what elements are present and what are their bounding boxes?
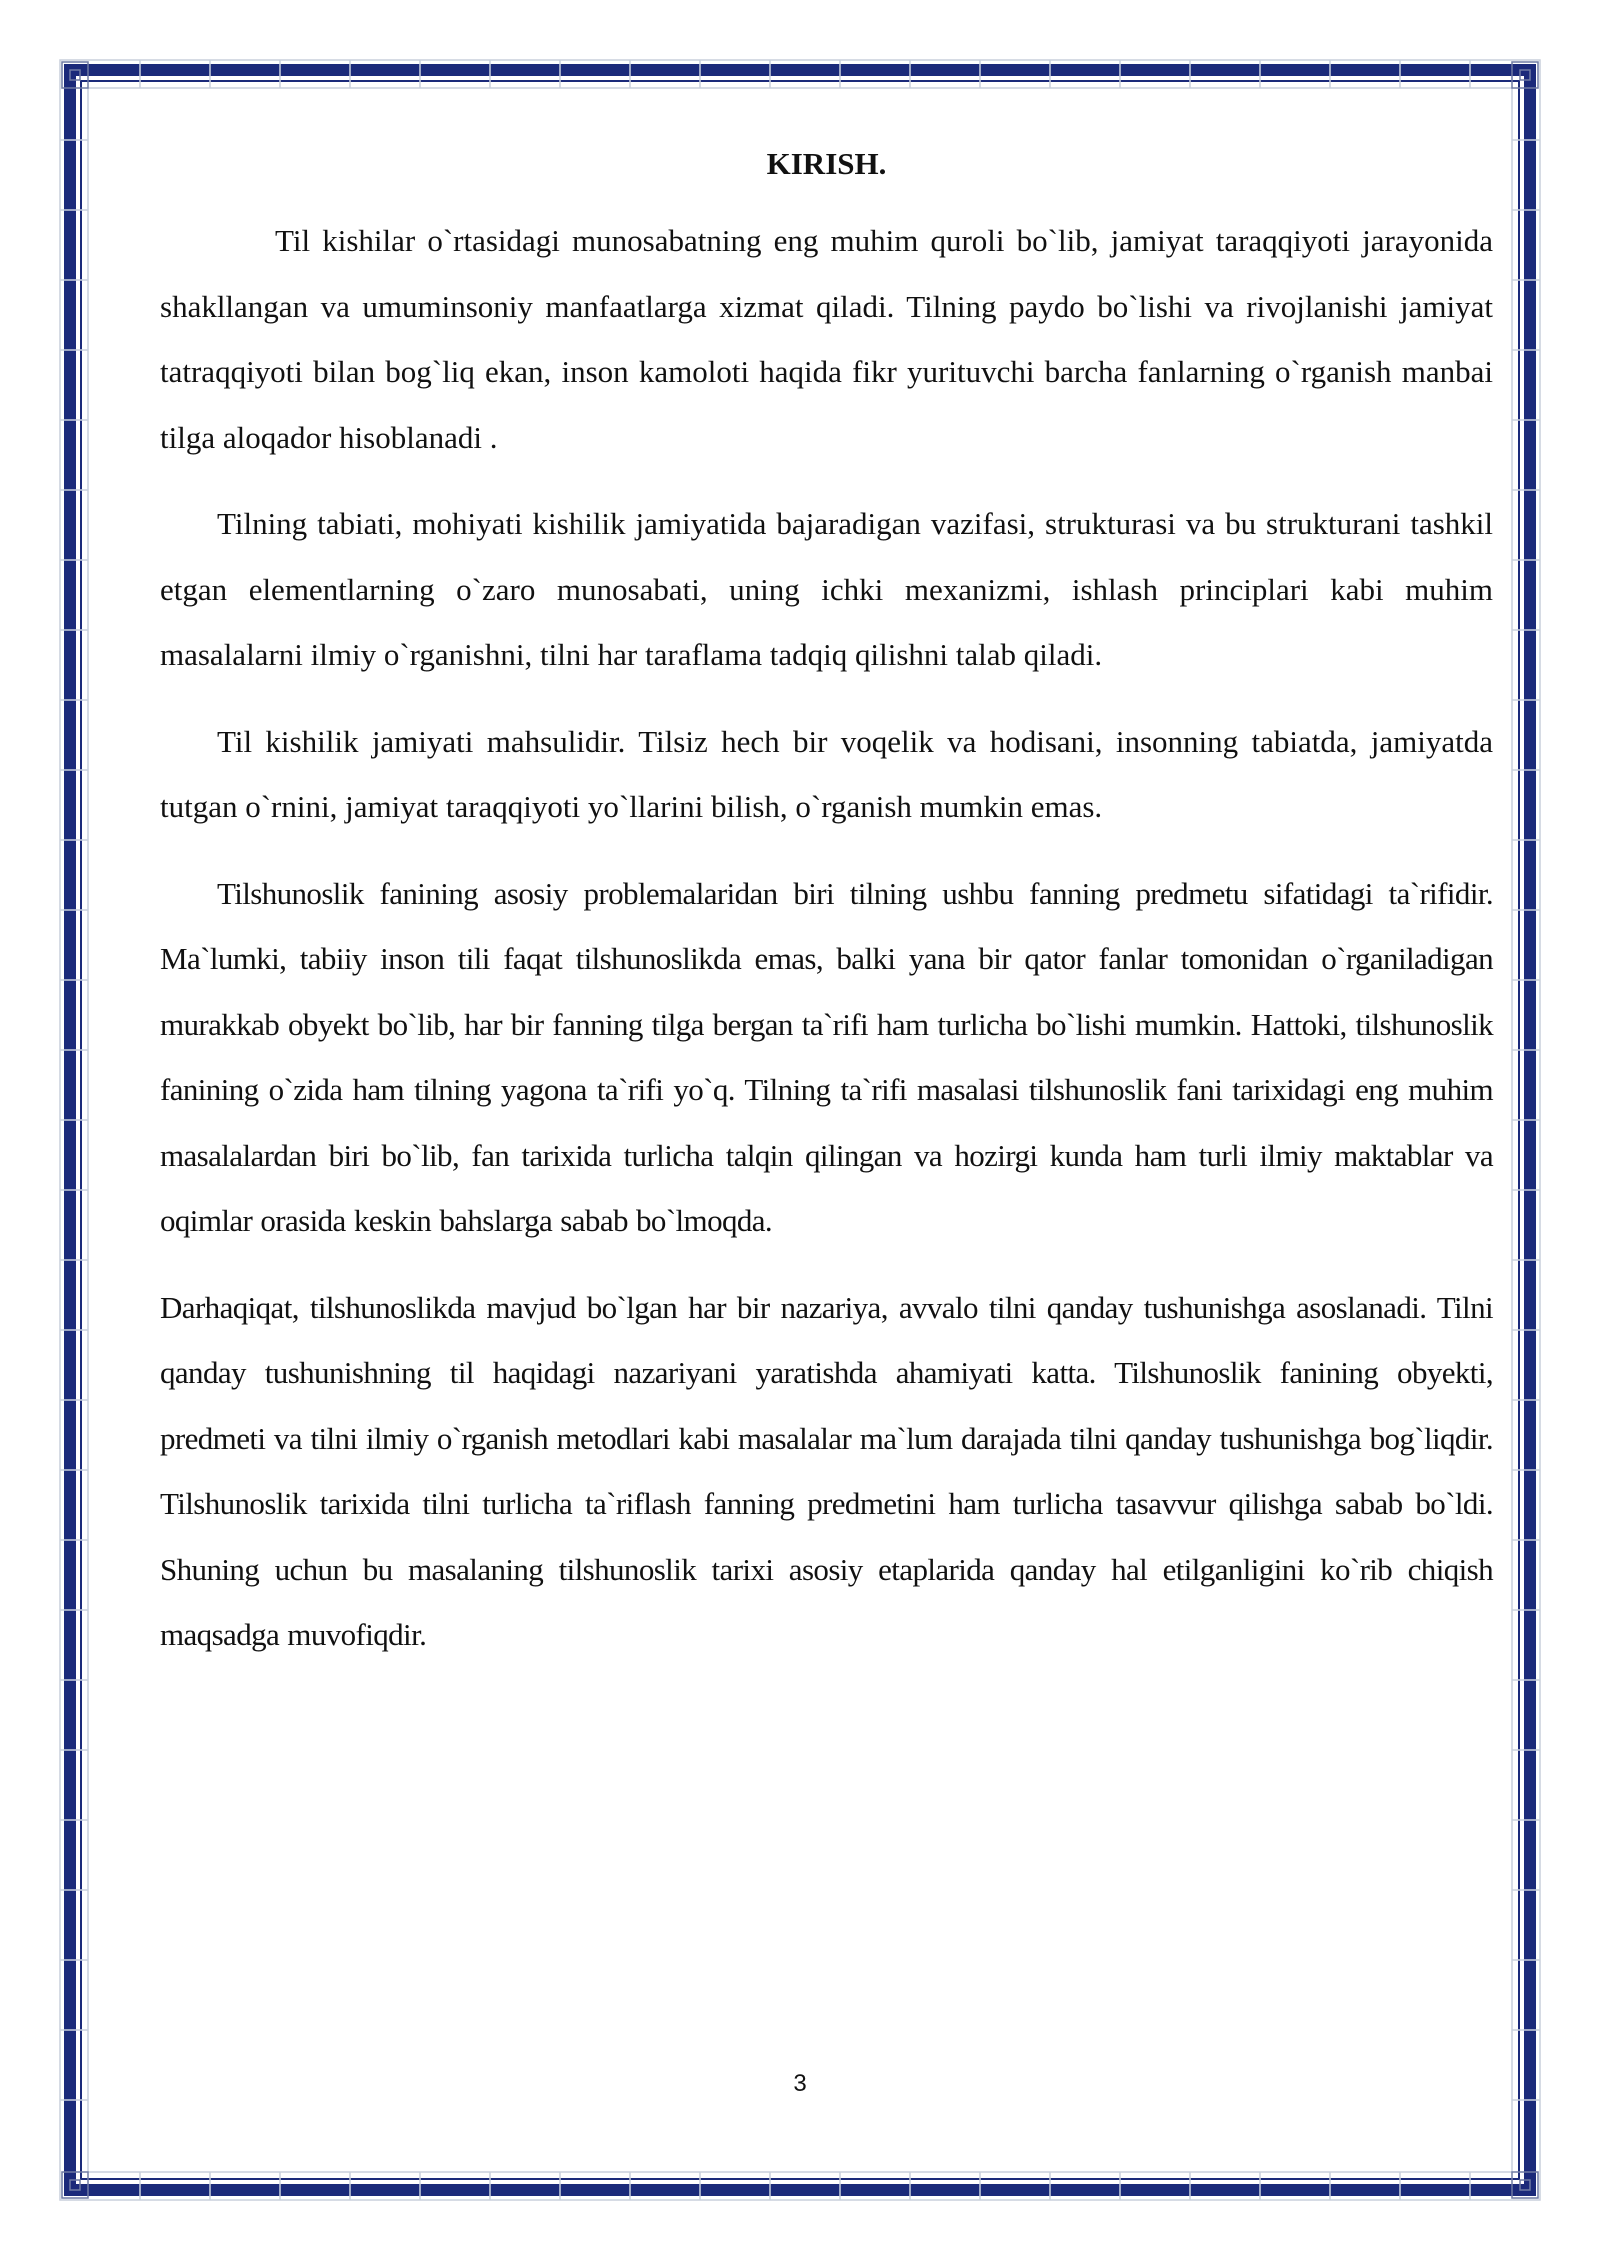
page-title: KIRISH. bbox=[766, 146, 887, 181]
page-number: 3 bbox=[793, 2070, 807, 2097]
paragraph-1: Til kishilar o`rtasidagi munosabatning eng muhim quroli bo`lib, jamiyat taraqqiyoti jarayonida shakllangan va umuminsoniy manfaatlarga xizmat qiladi. Tilning paydo bo`lishi va rivojlanishi jamiyat tatraqqiyoti bilan bog`liq ekan, inson kamoloti haqida fikr yurituvchi barcha fanlarning o`rganish manbai tilga aloqador hisoblanadi . bbox=[160, 223, 1493, 455]
paragraph-5: Darhaqiqat, tilshunoslikda mavjud bo`lgan har bir nazariya, avvalo tilni qanday tushunishga asoslanadi. Tilni qanday tushunishning til haqidagi nazariyani yaratishda ahamiyati katta. Tilshunoslik fanining obyekti, predmeti va tilni ilmiy o`rganish metodlari kabi masalalar ma`lum darajada tilni qanday tushunishga bog`liqdir. Tilshunoslik tarixida tilni turlicha ta`riflash fanning predmetini ham turlicha tasavvur qilishga sabab bo`ldi. Shuning uchun bu masalaning tilshunoslik tarixi asosiy etaplarida qanday hal etilganligini ko`rib chiqish maqsadga muvofiqdir. bbox=[160, 1289, 1493, 1652]
paragraph-3: Til kishilik jamiyati mahsulidir. Tilsiz hech bir voqelik va hodisani, insonning tabiatda, jamiyatda tutgan o`rnini, jamiyat taraqqiyoti yo`llarini bilish, o`rganish mumkin emas. bbox=[160, 723, 1493, 824]
paragraph-4: Tilshunoslik fanining asosiy problemalaridan biri tilning ushbu fanning predmetu sifatidagi ta`rifidir. Ma`lumki, tabiiy inson tili faqat tilshunoslikda emas, balki yana bir qator fanlar tomonidan o`rganiladigan murakkab obyekt bo`lib, har bir fanning tilga bergan ta`rifi ham turlicha bo`lishi mumkin. Hattoki, tilshunoslik fanining o`zida ham tilning yagona ta`rifi yo`q. Tilning ta`rifi masalasi tilshunoslik fani tarixidagi eng muhim masalalardan biri bo`lib, fan tarixida turlicha talqin qilingan va hozirgi kunda ham turli ilmiy maktablar va oqimlar orasida keskin bahslarga sabab bo`lmoqda. bbox=[160, 875, 1493, 1238]
paragraph-2: Tilning tabiati, mohiyati kishilik jamiyatida bajaradigan vazifasi, strukturasi va bu strukturani tashkil etgan elementlarning o`zaro munosabati, uning ichki mexanizmi, ishlash principlari kabi muhim masalalarni ilmiy o`rganishni, tilni har taraflama tadqiq qilishni talab qiladi. bbox=[160, 506, 1493, 672]
document-body bbox=[160, 130, 1493, 1689]
